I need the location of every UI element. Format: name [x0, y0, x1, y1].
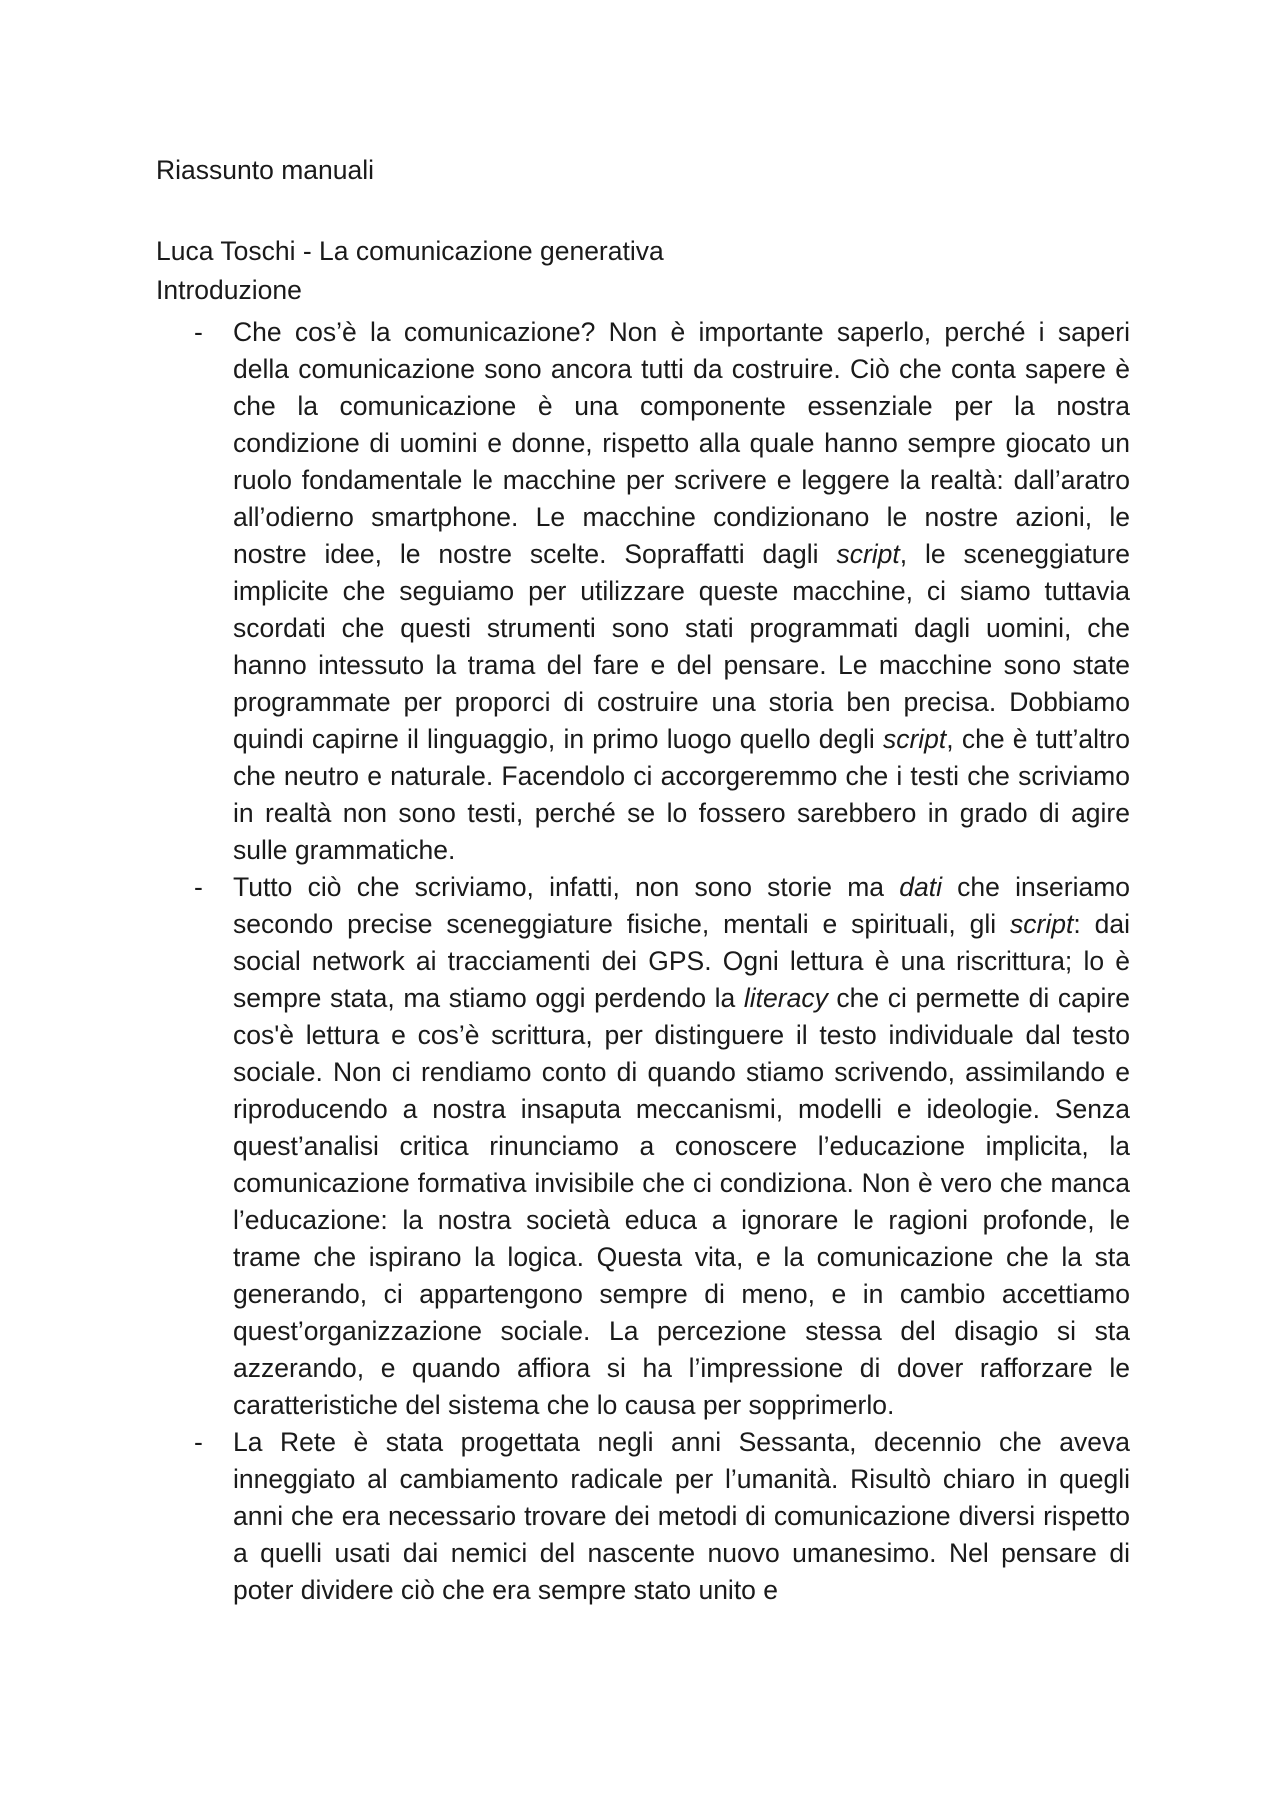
bullet-list	[156, 314, 1130, 1609]
italic-term: script	[836, 539, 900, 569]
italic-term: literacy	[743, 983, 828, 1013]
bullet-segment: Che cos’è la comunicazione? Non è importante saperlo, perché i saperi della comunicazione sono ancora tutti da costruire. Ciò che conta sapere è che la comunicazione è una componente essenziale per la nostra condizione di uomini e donne, rispetto alla quale hanno sempre giocato un ruolo fondamentale le macchine per scrivere e leggere la realtà: dall’aratro all’odierno smartphone. Le macchine condizionano le nostre azioni, le nostre idee, le nostre scelte. Sopraffatti dagli	[233, 317, 1130, 569]
italic-term: script	[1010, 909, 1074, 939]
bullet-item	[156, 314, 1130, 869]
bullet-dash: -	[194, 1427, 203, 1457]
bullet-dash: -	[194, 872, 203, 902]
section-title: Introduzione	[156, 275, 302, 305]
italic-term: script	[882, 724, 947, 754]
bullet-segment: , le sceneggiature implicite che seguiamo per utilizzare queste macchine, ci siamo tuttavia scordati che questi strumenti sono stati programmati dagli uomini, che hanno intessuto la trama del fare e del pensare. Le macchine sono state programmate per proporci di costruire una storia ben precisa. Dobbiamo quindi capirne il linguaggio, in primo luogo quello degli	[233, 539, 1130, 754]
bullet-text	[233, 872, 1130, 1420]
document-body	[156, 152, 1130, 1609]
document-title: Riassunto manuali	[156, 155, 375, 185]
bullet-item	[156, 869, 1130, 1424]
bullet-segment: che inseriamo secondo precise sceneggiature fisiche, mentali e spirituali, gli	[233, 872, 1131, 939]
bullet-segment: La Rete è stata progettata negli anni Sessanta, decennio che aveva inneggiato al cambiamento radicale per l’umanità. Risultò chiaro in quegli anni che era necessario trovare dei metodi di comunicazione diversi rispetto a quelli usati dai nemici del nascente nuovo umanesimo. Nel pensare di poter dividere ciò che era sempre stato unito e	[233, 1427, 1130, 1605]
bullet-text	[233, 1427, 1130, 1605]
italic-term: dati	[899, 872, 942, 902]
bullet-dash: -	[194, 317, 203, 347]
bullet-segment: che ci permette di capire cos'è lettura e cos’è scrittura, per distinguere il testo individuale dal testo sociale. Non ci rendiamo conto di quando stiamo scrivendo, assimilando e riproducendo a nostra insaputa meccanismi, modelli e ideologie. Senza quest’analisi critica rinunciamo a conoscere l’educazione implicita, la comunicazione formativa invisibile che ci condiziona. Non è vero che manca l’educazione: la nostra società educa a ignorare le ragioni profonde, le trame che ispirano la logica. Questa vita, e la comunicazione che la sta generando, ci appartengono sempre di meno, e in cambio accettiamo quest’organizzazione sociale. La percezione stessa del disagio si sta azzerando, e quando affiora si ha l’impressione di dover rafforzare le caratteristiche del sistema che lo causa per sopprimerlo.	[233, 983, 1131, 1420]
bullet-text	[233, 317, 1130, 865]
book-heading: Luca Toschi - La comunicazione generativa	[156, 236, 664, 266]
bullet-item	[156, 1424, 1130, 1609]
bullet-segment: : dai social network ai tracciamenti dei GPS. Ogni lettura è una riscrittura; lo è sempre stata, ma stiamo oggi perdendo la	[233, 909, 1131, 1013]
bullet-segment: Tutto ciò che scriviamo, infatti, non sono storie ma	[233, 872, 900, 902]
bullet-segment: , che è tutt’altro che neutro e naturale. Facendolo ci accorgeremmo che i testi che scriviamo in realtà non sono testi, perché se lo fossero sarebbero in grado di agire sulle grammatiche.	[233, 724, 1130, 865]
